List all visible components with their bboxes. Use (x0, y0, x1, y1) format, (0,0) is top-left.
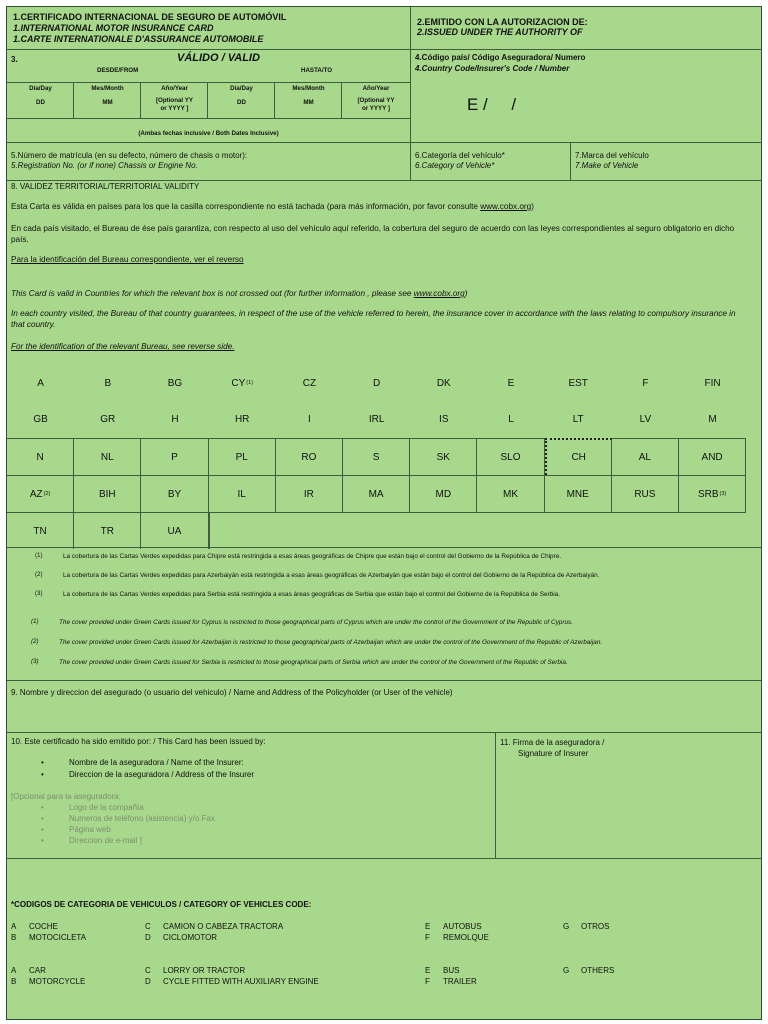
issuer-section (7, 732, 496, 858)
country-code-label: M (708, 414, 717, 425)
to-year-value-2: or YYYY ] (362, 105, 390, 112)
vehicle-code-letter: F (425, 977, 430, 986)
territorial-es-p3: Para la identificación del Bureau correspondiente, ver el reverso (11, 255, 244, 264)
country-e (477, 365, 544, 401)
registration-en: 5.Registration No. (or if none) Chassis or Engine No. (11, 161, 198, 170)
vehicle-code-label: OTROS (581, 922, 610, 931)
country-lt (545, 401, 612, 438)
signature-label-es: 11. Firma de la aseguradora / (500, 738, 605, 747)
country-code-label: RO (301, 451, 317, 463)
from-month-value: MM (102, 99, 113, 106)
country-code-label: BY (167, 488, 182, 500)
to-year-col (342, 83, 410, 119)
country-code-label: AZ (29, 488, 43, 500)
signature-label-en: Signature of Insurer (518, 749, 589, 758)
cobx-link-es[interactable]: www.cobx.org (480, 202, 532, 211)
vehicle-code-label: CAR (29, 966, 46, 975)
footnote-en-1-num: (1) (31, 618, 39, 625)
footnote-marker: (2) (43, 491, 51, 497)
from-day-col (7, 83, 74, 119)
country-hr (209, 401, 276, 438)
country-code-label: UA (167, 525, 182, 537)
country-n (7, 438, 74, 475)
country-code-label: TR (100, 525, 114, 537)
country-d (343, 365, 410, 401)
country-h (141, 401, 208, 438)
to-month-value: MM (303, 99, 314, 106)
vehicle-code-label: CICLOMOTOR (163, 933, 218, 942)
country-code-label: LT (572, 414, 584, 425)
bullet-2: • (41, 770, 44, 779)
footnote-es-1-num: (1) (35, 552, 43, 559)
country-code-label: P (171, 451, 178, 463)
vehicle-code-letter: E (425, 922, 431, 931)
country-b (74, 365, 141, 401)
country-fin (679, 365, 746, 401)
to-month-col (275, 83, 342, 119)
country-cz (276, 365, 343, 401)
country-code-label: IRL (368, 414, 385, 425)
issued-es: 2.EMITIDO CON LA AUTORIZACION DE: (417, 17, 588, 27)
date-table (7, 82, 410, 118)
vehicle-code-letter: A (11, 966, 17, 975)
country-code-label: IS (439, 414, 449, 425)
vehicle-codes-section (7, 858, 761, 1019)
to-year-value-1: [Optional YY (357, 97, 395, 104)
issuer-address-label: Direccion de la aseguradora / Address of the Insurer (69, 770, 254, 779)
from-day-header: Día/Day (29, 85, 52, 92)
country-grid (7, 365, 761, 549)
make-es: 7.Marca del vehículo (575, 151, 649, 160)
to-day-col (208, 83, 275, 119)
country-est (545, 365, 612, 401)
vehicle-code-letter: G (563, 966, 570, 975)
country-srb (679, 475, 746, 513)
country-code-label: BG (167, 377, 183, 389)
registration-es: 5.Número de matrícula (en su defecto, número de chasis o motor): (11, 151, 248, 160)
vehicle-code-letter: E (425, 966, 431, 975)
country-code-label: CY (231, 377, 246, 389)
country-code-label: AL (638, 451, 651, 463)
country-mne (545, 475, 612, 513)
territorial-es-p1 (11, 202, 745, 213)
country-code-label: F (642, 377, 649, 389)
country-bih (74, 475, 141, 513)
country-al (612, 438, 679, 475)
validity-title: VÁLIDO / VALID (177, 52, 260, 64)
from-year-col (141, 83, 208, 119)
optional-web: Página web (69, 825, 111, 834)
country-code-label: SLO (500, 451, 521, 463)
to-day-value: DD (237, 99, 246, 106)
vehicle-code-letter: F (425, 933, 430, 942)
footnote-en-2: The cover provided under Green Cards issued for Azerbaijan is restricted to those geographical parts of Azerbaijan which are under the control of the Government of the Republic of Azerbaijan. (59, 639, 603, 646)
date-note-row (7, 118, 410, 142)
opt-bullet-2: • (41, 814, 44, 823)
vehicle-code-letter: D (145, 977, 151, 986)
territorial-heading: 8. VALIDEZ TERRITORIAL/TERRITORIAL VALIDITY (11, 182, 200, 191)
country-code-label: LV (639, 414, 652, 425)
country-code-label: IL (237, 488, 246, 500)
country-code-label: RUS (634, 488, 656, 500)
country-ma (343, 475, 410, 513)
country-code-label: HR (234, 414, 250, 425)
from-year-value-1: [Optional YY (155, 97, 193, 104)
vehicle-code-label: REMOLQUE (443, 933, 489, 942)
validity-box (7, 50, 411, 143)
vehicle-code-label: CAMION O CABEZA TRACTORA (163, 922, 284, 931)
territorial-section (7, 181, 761, 363)
country-code-box (411, 50, 761, 143)
category-en: 6.Category of Vehicle* (415, 161, 495, 170)
vehicle-code-letter: D (145, 933, 151, 942)
policyholder-label: 9. Nombre y direccion del asegurado (o usuario del vehiculo) / Name and Address of the Policyholder (or User of the vehicle) (11, 688, 453, 697)
vehicle-code-label: CYCLE FITTED WITH AUXILIARY ENGINE (163, 977, 319, 986)
country-l (477, 401, 544, 438)
code-es: 4.Código país/ Código Aseguradora/ Numero (415, 53, 586, 62)
territorial-es-p1-text: Esta Carta es válida en países para los que la casilla correspondiente no está tachada (para más información, por favor consulte (11, 202, 481, 211)
country-code-label: I (308, 414, 311, 425)
card-title-box (7, 7, 411, 50)
country-i (276, 401, 343, 438)
category-es: 6.Categoría del vehículo* (415, 151, 505, 160)
country-md (410, 475, 477, 513)
country-code-label: CH (571, 452, 586, 463)
policyholder-section (7, 680, 761, 732)
country-bg (141, 365, 208, 401)
title-en: 1.INTERNATIONAL MOTOR INSURANCE CARD (13, 23, 214, 33)
footnote-en-3: The cover provided under Green Cards issued for Serbia is restricted to those geographical parts of Serbia which are under the control of the Government of the Republic of Serbia. (59, 659, 568, 666)
country-code-label: MA (368, 488, 384, 500)
country-il (209, 475, 276, 513)
country-code-label: PL (235, 451, 248, 463)
country-code-label: MK (502, 488, 518, 500)
country-code-label: A (37, 377, 44, 389)
from-year-value-2: or YYYY ] (160, 105, 189, 112)
country-code-label: E (507, 377, 515, 389)
country-ir (276, 475, 343, 513)
country-mk (477, 475, 544, 513)
country-dk (410, 365, 477, 401)
to-month-header: Mes/Month (292, 85, 325, 92)
opt-bullet-3: • (41, 825, 44, 834)
country-p (141, 438, 208, 475)
from-month-header: Mes/Month (91, 85, 124, 92)
country-ch (545, 438, 612, 475)
vehicle-code-label: MOTOCICLETA (29, 933, 87, 942)
footnote-marker: (3) (719, 491, 727, 497)
footnote-es-3-num: (3) (35, 590, 43, 597)
vehicle-code-label: LORRY OR TRACTOR (163, 966, 246, 975)
title-fr: 1.CARTE INTERNATIONALE D'ASSURANCE AUTOMOBILE (13, 34, 264, 44)
vehicle-code-letter: G (563, 922, 570, 931)
vehicle-code-letter: C (145, 966, 151, 975)
country-slo (477, 438, 544, 475)
vehicle-code-label: AUTOBUS (443, 922, 482, 931)
territorial-en-p1-end: ) (464, 289, 468, 298)
country-s (343, 438, 410, 475)
footnote-es-3: La cobertura de las Cartas Verdes expedidas para Serbia está restringida a esas áreas geográficas de Serbia que están bajo el control del Gobierno de la República de Serbia. (63, 591, 561, 598)
validity-to: HASTA/TO (301, 67, 333, 74)
country-by (141, 475, 208, 513)
country-lv (612, 401, 679, 438)
opt-bullet-4: • (41, 836, 44, 845)
optional-phone: Numeros de teléfono (asistencia) y/o Fax (69, 814, 215, 823)
footnote-en-2-num: (2) (31, 638, 39, 645)
optional-heading: [Opcional para la aseguradora: (11, 792, 121, 801)
footnote-es-2: La cobertura de las Cartas Verdes expedidas para Azerbaiyán está restringida a esas áreas geográficas de Azerbaiyán que están bajo el control del Gobierno de la República de Azerbaiyán. (63, 572, 600, 579)
country-f (612, 365, 679, 401)
country-grid-empty (209, 513, 761, 549)
footnote-marker: (1) (246, 380, 253, 386)
optional-email: Direccion de e-mail ] (69, 836, 142, 845)
issued-authority-box (411, 7, 761, 50)
country-nl (74, 438, 141, 475)
country-code-label: L (508, 414, 514, 425)
cobx-link-en[interactable]: www.cobx.org (413, 289, 465, 298)
vehicle-code-letter: A (11, 922, 17, 931)
country-code-label: AND (701, 451, 723, 463)
country-tr (74, 513, 141, 549)
from-year-header: Año/Year (161, 85, 188, 92)
registration-box (7, 143, 411, 181)
country-code-label: TN (33, 525, 47, 537)
code-en: 4.Country Code/Insurer's Code / Number (415, 64, 570, 73)
country-pl (209, 438, 276, 475)
country-irl (343, 401, 410, 438)
signature-section (496, 732, 761, 858)
country-code-label: FIN (704, 377, 721, 389)
country-code-label: MD (435, 488, 452, 500)
country-code-label: SK (436, 451, 450, 463)
country-gb (7, 401, 74, 438)
make-box (571, 143, 761, 181)
country-code-label: BIH (98, 488, 116, 500)
footnotes-section (7, 547, 761, 680)
country-code-label: GB (33, 414, 48, 425)
issuer-name-label: Nombre de la aseguradora / Name of the Insurer: (69, 758, 244, 767)
footnote-es-1: La cobertura de las Cartas Verdes expedidas para Chipre está restringida a esas áreas geográficas de Chipre que están bajo el control del Gobierno de la República de Chipre. (63, 553, 562, 560)
vehicle-codes-heading: *CODIGOS DE CATEGORIA DE VEHICULOS / CATEGORY OF VEHICLES CODE: (11, 900, 312, 909)
country-code-label: GR (100, 414, 116, 425)
country-code-label: CZ (302, 377, 317, 389)
category-box (411, 143, 571, 181)
country-ua (141, 513, 208, 549)
date-note: (Ambas fechas inclusive / Both Dates Inclusive) (138, 130, 279, 137)
footnote-en-1: The cover provided under Green Cards issued for Cyprus is restricted to those geographical parts of Cyprus which are under the control of the Government of the Republic of Cyprus. (59, 619, 573, 626)
to-year-header: Año/Year (362, 85, 390, 92)
to-day-header: Día/Day (230, 85, 253, 92)
make-en: 7.Make of Vehicle (575, 161, 639, 170)
country-a (7, 365, 74, 401)
vehicle-code-label: COCHE (29, 922, 58, 931)
territorial-en-p2: In each country visited, the Bureau of that country guarantees, in respect of the use of the vehicle referred to herein, the insurance cover in accordance with the laws relating to compulsory insurance in that country. (11, 309, 736, 329)
territorial-es-p1-end: ) (531, 202, 534, 211)
vehicle-code-letter: C (145, 922, 151, 931)
footnote-es-2-num: (2) (35, 571, 43, 578)
optional-logo: Logo de la compañía (69, 803, 144, 812)
country-tn (7, 513, 74, 549)
country-az (7, 475, 74, 513)
vehicle-code-label: BUS (443, 966, 460, 975)
opt-bullet-1: • (41, 803, 44, 812)
country-code-label: NL (100, 451, 114, 463)
vehicle-code-letter: B (11, 933, 17, 942)
country-code-label: H (171, 414, 179, 425)
territorial-en-p1 (11, 289, 745, 300)
title-es: 1.CERTIFICADO INTERNACIONAL DE SEGURO DE AUTOMÓVIL (13, 12, 287, 22)
issued-en: 2.ISSUED UNDER THE AUTHORITY OF (417, 27, 583, 37)
country-ro (276, 438, 343, 475)
vehicle-code-label: MOTORCYCLE (29, 977, 86, 986)
issuer-label: 10. Este certificado ha sido emitido por: / This Card has been issued by: (11, 737, 266, 746)
territorial-en-p3: For the identification of the relevant Bureau, see reverse side. (11, 342, 235, 351)
from-month-col (74, 83, 141, 119)
country-sk (410, 438, 477, 475)
country-code-label: MNE (566, 488, 589, 500)
country-code-label: D (372, 377, 381, 389)
country-and (679, 438, 746, 475)
validity-from: DESDE/FROM (97, 67, 139, 74)
footnote-en-3-num: (3) (31, 658, 39, 665)
country-rus (612, 475, 679, 513)
country-code-label: B (104, 377, 112, 389)
territorial-en-p1-text: This Card is valid in Countries for which the relevant box is not crossed out (for further information , please see (11, 289, 414, 298)
vehicle-code-letter: B (11, 977, 17, 986)
country-code-label: EST (568, 377, 588, 389)
code-value: E / / (467, 95, 517, 114)
country-is (410, 401, 477, 438)
validity-number: 3. (11, 55, 18, 64)
country-code-label: IR (303, 488, 314, 500)
vehicle-code-label: OTHERS (581, 966, 615, 975)
country-m (679, 401, 746, 438)
green-card-form (6, 6, 762, 1020)
country-code-label: SRB (697, 488, 719, 500)
vehicle-code-label: TRAILER (443, 977, 477, 986)
territorial-es-p2: En cada país visitado, el Bureau de ése país garantiza, con respecto al uso del vehículo aquí referido, la cobertura del seguro de acuerdo con las leyes correspondientes al seguro obligatorio en dicho país. (11, 224, 735, 244)
country-code-label: S (372, 451, 380, 463)
bullet-1: • (41, 758, 44, 767)
country-code-label: DK (436, 377, 451, 389)
country-code-label: N (36, 451, 44, 463)
country-cy (209, 365, 276, 401)
country-gr (74, 401, 141, 438)
from-day-value: DD (36, 99, 45, 106)
